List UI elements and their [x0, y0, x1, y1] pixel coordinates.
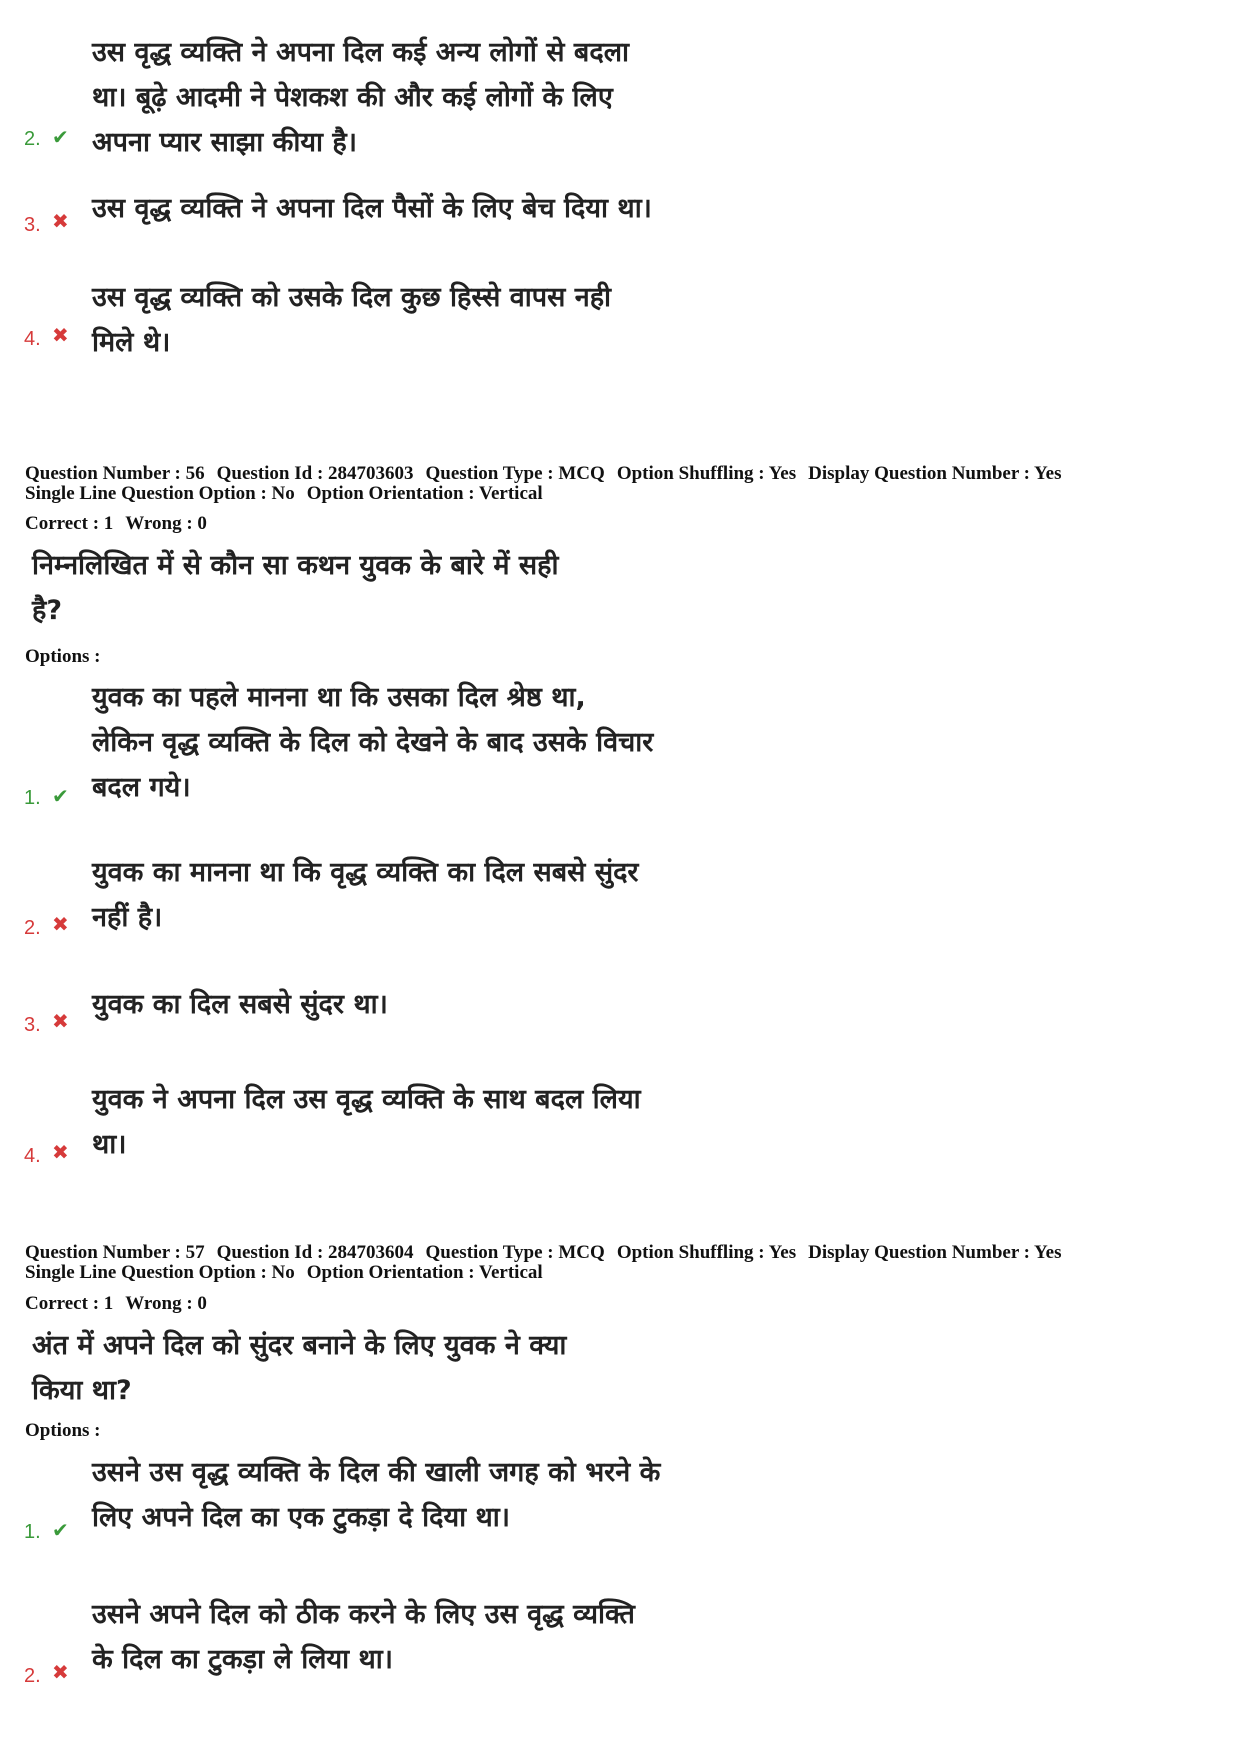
question-marks: Correct : 1 Wrong : 0 [25, 513, 207, 534]
check-icon: ✔ [52, 125, 69, 149]
question-meta: Question Number : 57 Question Id : 284703604 Question Type : MCQ Option Shuffling : Yes Display Question Number : Yes Single Line Question Option : No Option Orientation : Vertical [25, 1242, 1062, 1283]
option-text: युवक का पहले मानना था कि उसका दिल श्रेष्ठ था, लेकिन वृद्ध व्यक्ति के दिल को देखने के बाद उसके विचार बदल गये। [92, 682, 654, 803]
cross-icon: ✖ [52, 1009, 69, 1033]
option-text: उस वृद्ध व्यक्ति को उसके दिल कुछ हिस्से वापस नही मिले थे। [92, 282, 612, 358]
option-text: उसने अपने दिल को ठीक करने के लिए उस वृद्ध व्यक्ति के दिल का टुकड़ा ले लिया था। [92, 1599, 635, 1675]
option-text: युवक का मानना था कि वृद्ध व्यक्ति का दिल सबसे सुंदर नहीं है। [92, 857, 639, 933]
option-text: युवक का दिल सबसे सुंदर था। [92, 989, 388, 1020]
cross-icon: ✖ [52, 323, 69, 347]
option-text: युवक ने अपना दिल उस वृद्ध व्यक्ति के साथ बदल लिया था। [92, 1084, 641, 1160]
check-icon: ✔ [52, 1518, 69, 1542]
option-text: उस वृद्ध व्यक्ति ने अपना दिल पैसों के लिए बेच दिया था। [92, 193, 652, 224]
check-icon: ✔ [52, 784, 69, 808]
option-number: 1. [24, 787, 41, 809]
option-number: 2. [24, 128, 41, 150]
option-number: 2. [24, 917, 41, 939]
option-number: 1. [24, 1521, 41, 1543]
option-number: 4. [24, 328, 41, 350]
option-number: 2. [24, 1665, 41, 1687]
option-text: उस वृद्ध व्यक्ति ने अपना दिल कई अन्य लोगों से बदला था। बूढ़े आदमी ने पेशकश की और कई लोगों के लिए अपना प्यार साझा कीया है। [92, 37, 629, 158]
option-text: उसने उस वृद्ध व्यक्ति के दिल की खाली जगह को भरने के लिए अपने दिल का एक टुकड़ा दे दिया था। [92, 1457, 661, 1533]
cross-icon: ✖ [52, 1660, 69, 1684]
option-number: 3. [24, 214, 41, 236]
options-label: Options : [25, 646, 101, 667]
option-number: 4. [24, 1145, 41, 1167]
cross-icon: ✖ [52, 1140, 69, 1164]
question-marks: Correct : 1 Wrong : 0 [25, 1293, 207, 1314]
question-meta: Question Number : 56 Question Id : 284703603 Question Type : MCQ Option Shuffling : Yes Display Question Number : Yes Single Line Question Option : No Option Orientation : Vertical [25, 463, 1062, 504]
options-label: Options : [25, 1420, 101, 1441]
option-number: 3. [24, 1014, 41, 1036]
question-text: अंत में अपने दिल को सुंदर बनाने के लिए युवक ने क्या किया था? [32, 1330, 567, 1406]
cross-icon: ✖ [52, 912, 69, 936]
question-text: निम्नलिखित में से कौन सा कथन युवक के बारे में सही है? [32, 550, 559, 626]
cross-icon: ✖ [52, 209, 69, 233]
